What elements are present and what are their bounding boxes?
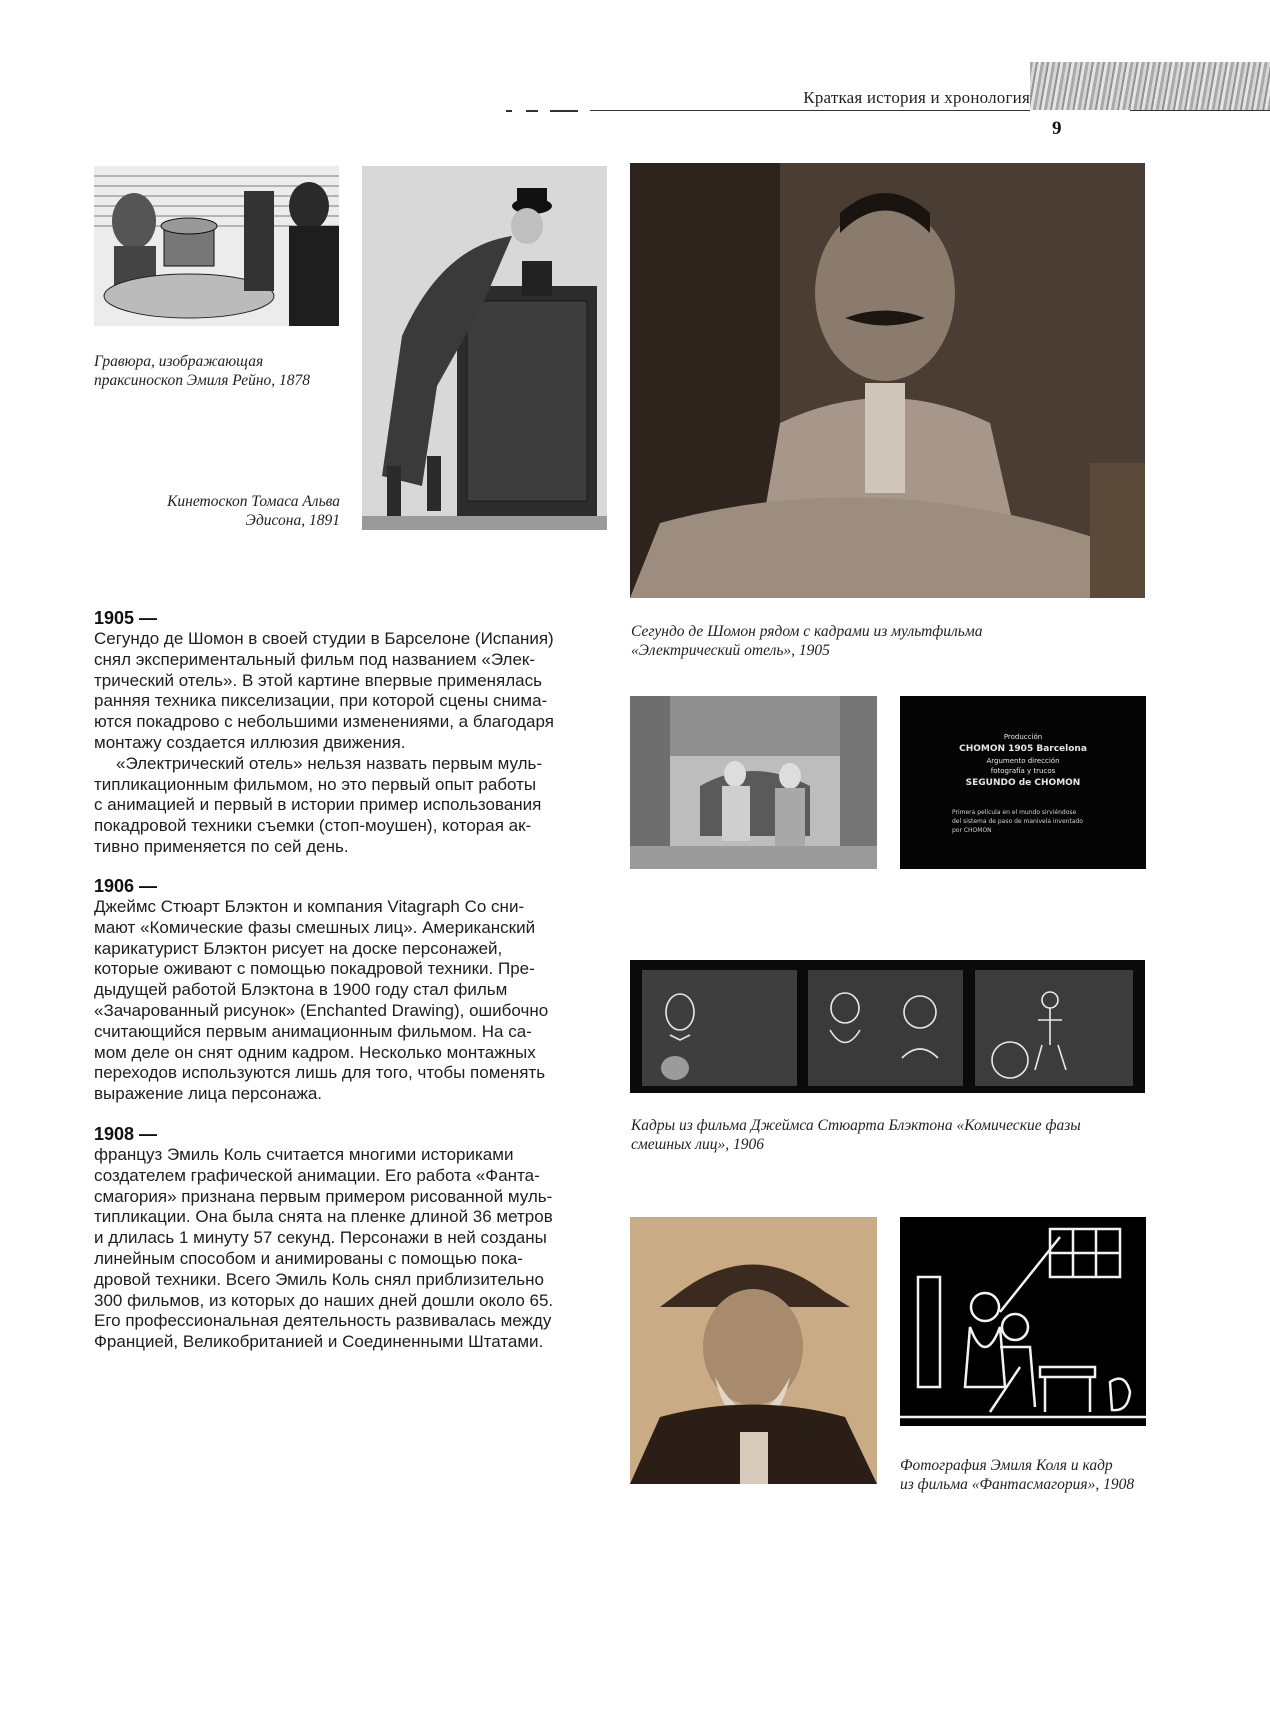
entry-year: 1908 —	[94, 1124, 158, 1144]
entry-line: дровой техники. Всего Эмиль Коль снял приблизительно	[94, 1269, 544, 1289]
caption-line: Сегундо де Шомон рядом с кадрами из мультфильма	[631, 623, 983, 640]
entry-body	[94, 629, 614, 858]
caption-chomon	[631, 622, 1151, 660]
fantasmagorie-frame	[900, 1217, 1146, 1426]
entry-1905	[94, 608, 614, 858]
caption-blackton	[631, 1116, 1151, 1154]
caption-line: Гравюра, изображающая	[94, 353, 264, 370]
title-card-line: fotografía y trucos	[990, 767, 1056, 775]
caption-kinetoscope	[100, 492, 340, 530]
running-header-title: Краткая история и хронология	[803, 88, 1030, 107]
entry-line: 300 фильмов, из которых до наших дней дошли около 65.	[94, 1290, 554, 1310]
entry-line: карикатурист Блэктон рисует на доске персонажей,	[94, 938, 503, 958]
entry-line: француз Эмиль Коль считается многими историками	[94, 1145, 514, 1164]
entry-line: выражение лица персонажа.	[94, 1084, 323, 1104]
header-rule	[590, 110, 1030, 111]
title-card-line: Primera película en el mundo sirviéndose	[952, 809, 1077, 816]
entry-line: Его профессиональная деятельность развивалась между	[94, 1311, 552, 1331]
electric-hotel-still	[630, 696, 877, 869]
entry-line: которые оживают с помощью покадровой техники. Пре-	[94, 959, 535, 979]
entry-year: 1905 —	[94, 608, 158, 628]
entry-line: переходов используются лишь для того, чтобы поменять	[94, 1063, 546, 1083]
entry-line: трический отель». В этой картине впервые применялась	[94, 670, 542, 690]
blackton-film-frames	[630, 960, 1145, 1093]
entry-line: типликационным фильмом, но это первый опыт работы	[94, 774, 537, 794]
segundo-de-chomon-photo	[630, 163, 1145, 598]
title-card-line: CHOMON 1905 Barcelona	[959, 744, 1087, 754]
caption-line: Кадры из фильма Джеймса Стюарта Блэктона «Комические фазы	[631, 1117, 1081, 1134]
kinetoscope-photo	[362, 166, 607, 530]
header-rule-right	[1130, 110, 1270, 111]
header-dash	[526, 110, 538, 112]
entry-line: ются покадрово с небольшими изменениями, а благодаря	[94, 712, 554, 732]
entry-year: 1906 —	[94, 876, 158, 896]
entry-line: «Зачарованный рисунок» (Enchanted Drawing), ошибочно	[94, 1000, 549, 1020]
entry-line: «Электрический отель» нельзя назвать первым муль-	[116, 753, 543, 773]
entry-line: монтажу создается иллюзия движения.	[94, 732, 406, 752]
header-dash	[506, 110, 512, 112]
entry-line: покадровой техники съемки (стоп-моушен), которая ак-	[94, 816, 532, 836]
entry-line: создателем графической анимации. Его работа «Фанта-	[94, 1165, 540, 1185]
caption-line: «Электрический отель», 1905	[631, 642, 830, 659]
title-card-line: por CHOMON	[952, 827, 992, 834]
entry-line: мают «Комические фазы смешных лиц». Американский	[94, 917, 536, 937]
caption-line: Кинетоскоп Томаса Альва	[167, 493, 340, 510]
caption-line: Фотография Эмиля Коля и кадр	[900, 1457, 1113, 1474]
entry-line: Сегундо де Шомон в своей студии в Барселоне (Испания)	[94, 629, 554, 648]
caption-line: праксиноскоп Эмиля Рейно, 1878	[94, 372, 311, 389]
entry-1906	[94, 876, 614, 1105]
entry-line: смагория» признана первым примером рисованной муль-	[94, 1186, 553, 1206]
entry-line: с анимацией и первый в истории пример использования	[94, 795, 542, 815]
title-card-line: Argumento dirección	[986, 757, 1060, 765]
entry-line: и длилась 1 минуту 57 секунд. Персонажи в ней созданы	[94, 1228, 547, 1248]
entry-line: тивно применяется по сей день.	[94, 836, 349, 856]
caption-line: из фильма «Фантасмагория», 1908	[900, 1476, 1135, 1493]
chomon-title-card	[900, 696, 1146, 869]
page-number: 9	[1052, 118, 1062, 139]
emile-cohl-photo	[630, 1217, 877, 1484]
entry-body	[94, 1145, 614, 1353]
entry-line: считающийся первым анимационным фильмом. На са-	[94, 1021, 532, 1041]
entry-line: мом деле он снят одним кадром. Несколько монтажных	[94, 1042, 536, 1062]
entry-line: Францией, Великобританией и Соединенными Штатами.	[94, 1332, 544, 1352]
title-card-line: del sistema de paso de manivela inventado	[952, 818, 1083, 825]
entry-line: типликации. Она была снята на пленке длиной 36 метров	[94, 1207, 553, 1227]
caption-line: смешных лиц», 1906	[631, 1136, 765, 1153]
entry-line: дыдущей работой Блэктона в 1900 году стал фильм	[94, 980, 508, 1000]
entry-line: Джеймс Стюарт Блэктон и компания Vitagraph Co сни-	[94, 897, 525, 916]
praxinoscope-engraving-image	[94, 166, 339, 326]
header-brush-decoration	[1030, 62, 1270, 110]
entry-body	[94, 897, 614, 1105]
header-dash	[550, 110, 578, 112]
caption-praxinoscope	[94, 352, 354, 390]
caption-cohl	[900, 1456, 1160, 1494]
entry-line: линейным способом и анимированы с помощью пока-	[94, 1248, 523, 1268]
caption-line: Эдисона, 1891	[245, 512, 340, 529]
title-card-line: Producción	[1003, 733, 1043, 741]
title-card-line: SEGUNDO de CHOMON	[965, 778, 1081, 788]
entry-1908	[94, 1124, 614, 1353]
entry-line: ранняя техника пикселизации, при которой сцены снима-	[94, 691, 548, 711]
entry-line: снял экспериментальный фильм под названием «Элек-	[94, 649, 536, 669]
